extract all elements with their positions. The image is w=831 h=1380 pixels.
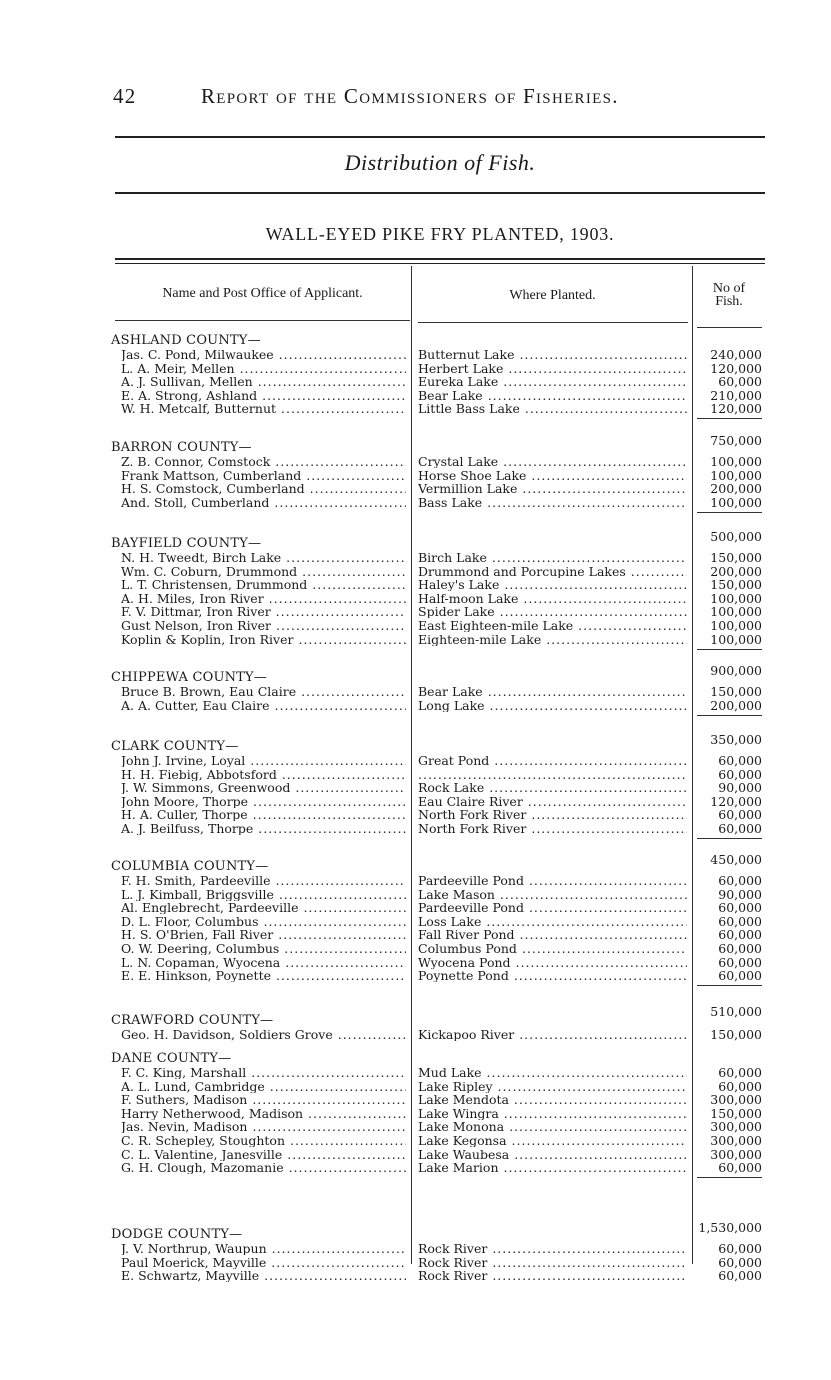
place-cell: Rock River ..... bbox=[418, 1269, 687, 1282]
applicant-cell: N. H. Tweedt, Birch Lake ..... bbox=[121, 551, 406, 564]
table-row bbox=[0, 455, 831, 468]
fish-count-cell: 200,000 bbox=[710, 697, 762, 713]
fish-count-cell: 100,000 bbox=[710, 590, 762, 606]
fish-count-cell: 150,000 bbox=[710, 550, 762, 565]
subtotal-rule bbox=[697, 715, 762, 716]
place-cell: Fall River Pond ..... bbox=[418, 928, 687, 941]
column-header-count bbox=[694, 282, 764, 308]
applicant-cell: J. W. Simmons, Greenwood ..... bbox=[121, 781, 406, 794]
running-title: Report of the Commissioners of Fisheries. bbox=[201, 84, 619, 108]
applicant-cell: H. S. Comstock, Cumberland ..... bbox=[121, 482, 406, 495]
table-top-rule bbox=[115, 258, 765, 260]
place-cell: Rock River ..... bbox=[418, 1256, 687, 1269]
fish-count-cell: 60,000 bbox=[718, 954, 762, 970]
table-row bbox=[0, 781, 831, 794]
fish-count-cell: 60,000 bbox=[718, 1160, 762, 1176]
place-cell: Lake Mendota ..... bbox=[418, 1093, 687, 1106]
fish-count-cell: 120,000 bbox=[710, 401, 762, 417]
fish-count-cell: 120,000 bbox=[710, 793, 762, 809]
fish-count-cell: 60,000 bbox=[718, 374, 762, 390]
fish-count-cell: 60,000 bbox=[718, 807, 762, 823]
fish-count-cell: 90,000 bbox=[718, 886, 762, 902]
header-underline-count bbox=[697, 327, 762, 328]
table-row bbox=[0, 1093, 831, 1106]
place-cell: Rock River ..... bbox=[418, 1242, 687, 1255]
table-row bbox=[0, 915, 831, 928]
table-top-rule-thin bbox=[115, 263, 765, 264]
fish-count-cell: 300,000 bbox=[710, 1133, 762, 1148]
subtotal-rule bbox=[697, 1177, 762, 1178]
fish-count-cell: 100,000 bbox=[710, 454, 762, 469]
subtotal-rule bbox=[697, 985, 762, 986]
county-heading: BAYFIELD COUNTY— bbox=[111, 536, 262, 551]
applicant-cell: A. J. Beilfuss, Thorpe ..... bbox=[121, 822, 406, 835]
table-row bbox=[0, 469, 831, 482]
fish-count-cell: 200,000 bbox=[710, 481, 762, 497]
place-cell: Wyocena Pond ..... bbox=[418, 956, 687, 969]
place-cell: Loss Lake ..... bbox=[418, 915, 687, 928]
applicant-cell: C. R. Schepley, Stoughton ..... bbox=[121, 1134, 406, 1147]
place-cell: Little Bass Lake ..... bbox=[418, 402, 687, 415]
applicant-cell: O. W. Deering, Columbus ..... bbox=[121, 942, 406, 955]
fish-count-cell: 60,000 bbox=[718, 766, 762, 782]
county-heading: BARRON COUNTY— bbox=[111, 440, 252, 455]
applicant-cell: E. E. Hinkson, Poynette ..... bbox=[121, 969, 406, 982]
place-cell: Horse Shoe Lake ..... bbox=[418, 469, 687, 482]
table-row bbox=[0, 901, 831, 914]
fish-count-cell: 210,000 bbox=[710, 387, 762, 403]
applicant-cell: L. N. Copaman, Wyocena ..... bbox=[121, 956, 406, 969]
applicant-cell: D. L. Floor, Columbus ..... bbox=[121, 915, 406, 928]
place-cell: Bear Lake ..... bbox=[418, 685, 687, 698]
table-row bbox=[0, 942, 831, 955]
applicant-cell: F. H. Smith, Pardeeville ..... bbox=[121, 874, 406, 887]
table-row bbox=[0, 754, 831, 767]
place-cell: Eureka Lake ..... bbox=[418, 375, 687, 388]
page-number: 42 bbox=[113, 84, 137, 108]
subtotal-rule bbox=[697, 838, 762, 839]
fish-count-cell: 60,000 bbox=[718, 1254, 762, 1270]
table-row bbox=[0, 1242, 831, 1255]
fish-count-cell: 240,000 bbox=[710, 347, 762, 362]
table-row bbox=[0, 822, 831, 835]
place-cell: Lake Marion ..... bbox=[418, 1161, 687, 1174]
applicant-cell: G. H. Clough, Mazomanie ..... bbox=[121, 1161, 406, 1174]
fish-count-cell: 200,000 bbox=[710, 563, 762, 579]
fish-count-cell: 300,000 bbox=[710, 1092, 762, 1108]
header-underline-place bbox=[418, 322, 688, 323]
fish-count-cell: 60,000 bbox=[718, 1078, 762, 1094]
fish-count-cell: 300,000 bbox=[710, 1119, 762, 1135]
section-title: Distribution of Fish. bbox=[344, 150, 536, 175]
table-row bbox=[0, 888, 831, 901]
fish-count-cell: 60,000 bbox=[718, 900, 762, 916]
place-cell: Vermillion Lake ..... bbox=[418, 482, 687, 495]
place-cell bbox=[418, 768, 687, 781]
table-row bbox=[0, 956, 831, 969]
table-row bbox=[0, 633, 831, 646]
table-row bbox=[0, 1256, 831, 1269]
table-row bbox=[0, 348, 831, 361]
applicant-cell: A. H. Miles, Iron River ..... bbox=[121, 592, 406, 605]
applicant-cell: Jas. Nevin, Madison ..... bbox=[121, 1120, 406, 1133]
applicant-cell: J. V. Northrup, Waupun ..... bbox=[121, 1242, 406, 1255]
place-cell: Rock Lake ..... bbox=[418, 781, 687, 794]
fish-count-cell: 60,000 bbox=[718, 753, 762, 768]
applicant-cell: Wm. C. Coburn, Drummond ..... bbox=[121, 565, 406, 578]
applicant-cell: Paul Moerick, Mayville ..... bbox=[121, 1256, 406, 1269]
table-row bbox=[0, 874, 831, 887]
fish-count-cell: 100,000 bbox=[710, 618, 762, 633]
fish-count-cell: 90,000 bbox=[718, 780, 762, 796]
applicant-cell: E. A. Strong, Ashland ..... bbox=[121, 389, 406, 402]
fish-count-cell: 150,000 bbox=[710, 684, 762, 699]
table-row bbox=[0, 1269, 831, 1282]
table-row bbox=[0, 795, 831, 808]
fish-count-cell: 60,000 bbox=[718, 968, 762, 984]
table-row bbox=[0, 969, 831, 982]
county-total: 900,000 bbox=[710, 663, 762, 678]
applicant-cell: And. Stoll, Cumberland ..... bbox=[121, 496, 406, 509]
place-cell: East Eighteen-mile Lake ..... bbox=[418, 619, 687, 632]
fish-count-cell: 150,000 bbox=[710, 1027, 762, 1042]
place-cell: Poynette Pond ..... bbox=[418, 969, 687, 982]
fish-count-cell: 300,000 bbox=[710, 1146, 762, 1162]
applicant-cell: F. V. Dittmar, Iron River ..... bbox=[121, 605, 406, 618]
fish-count-cell: 100,000 bbox=[710, 604, 762, 620]
table-row bbox=[0, 1161, 831, 1174]
county-heading: ASHLAND COUNTY— bbox=[111, 333, 261, 348]
fish-count-cell: 60,000 bbox=[718, 1268, 762, 1284]
table-row bbox=[0, 482, 831, 495]
table-row bbox=[0, 375, 831, 388]
table-row bbox=[0, 699, 831, 712]
place-cell: Lake Wingra ..... bbox=[418, 1107, 687, 1120]
table-row bbox=[0, 1120, 831, 1133]
table-row bbox=[0, 496, 831, 509]
place-cell: Eighteen-mile Lake ..... bbox=[418, 633, 687, 646]
applicant-cell: H. A. Culler, Thorpe ..... bbox=[121, 808, 406, 821]
place-cell: Half-moon Lake ..... bbox=[418, 592, 687, 605]
place-cell: Crystal Lake ..... bbox=[418, 455, 687, 468]
place-cell: Birch Lake ..... bbox=[418, 551, 687, 564]
place-cell: Herbert Lake ..... bbox=[418, 362, 687, 375]
applicant-cell: Bruce B. Brown, Eau Claire ..... bbox=[121, 685, 406, 698]
applicant-cell: Jas. C. Pond, Milwaukee ..... bbox=[121, 348, 406, 361]
county-total: 500,000 bbox=[710, 529, 762, 544]
table-title: WALL-EYED PIKE FRY PLANTED, 1903. bbox=[265, 224, 615, 244]
applicant-cell: H. S. O'Brien, Fall River ..... bbox=[121, 928, 406, 941]
table-row bbox=[0, 551, 831, 564]
column-header-count-line2: Fish. bbox=[715, 294, 743, 309]
applicant-cell: L. T. Christensen, Drummond ..... bbox=[121, 578, 406, 591]
applicant-cell: F. Suthers, Madison ..... bbox=[121, 1093, 406, 1106]
applicant-cell: H. H. Fiebig, Abbotsford ..... bbox=[121, 768, 406, 781]
header-rule bbox=[115, 136, 765, 138]
applicant-cell: L. A. Meir, Mellen ..... bbox=[121, 362, 406, 375]
place-cell: Lake Ripley ..... bbox=[418, 1080, 687, 1093]
place-cell: Lake Monona ..... bbox=[418, 1120, 687, 1133]
applicant-cell: Frank Mattson, Cumberland ..... bbox=[121, 469, 406, 482]
place-cell: North Fork River ..... bbox=[418, 822, 687, 835]
applicant-cell: W. H. Metcalf, Butternut ..... bbox=[121, 402, 406, 415]
column-header-count-line1: No of bbox=[712, 281, 746, 296]
applicant-cell: A. J. Sullivan, Mellen ..... bbox=[121, 375, 406, 388]
place-cell: Haley's Lake ..... bbox=[418, 578, 687, 591]
county-heading: CLARK COUNTY— bbox=[111, 739, 239, 754]
county-total: 350,000 bbox=[710, 732, 762, 747]
place-cell: Butternut Lake ..... bbox=[418, 348, 687, 361]
applicant-cell: Z. B. Connor, Comstock ..... bbox=[121, 455, 406, 468]
header-underline-applicant bbox=[115, 320, 410, 321]
fish-count-cell: 150,000 bbox=[710, 577, 762, 593]
table-row bbox=[0, 389, 831, 402]
place-cell: Pardeeville Pond ..... bbox=[418, 901, 687, 914]
column-header-place: Where Planted. bbox=[509, 288, 596, 303]
fish-count-cell: 60,000 bbox=[718, 913, 762, 929]
column-header-applicant: Name and Post Office of Applicant. bbox=[162, 286, 363, 301]
county-total: 750,000 bbox=[710, 433, 762, 448]
county-heading: COLUMBIA COUNTY— bbox=[111, 859, 269, 874]
table-row bbox=[0, 1028, 831, 1041]
applicant-cell: John J. Irvine, Loyal ..... bbox=[121, 754, 406, 767]
county-total: 510,000 bbox=[710, 1004, 762, 1019]
place-cell: Lake Kegonsa ..... bbox=[418, 1134, 687, 1147]
county-heading: CRAWFORD COUNTY— bbox=[111, 1013, 274, 1028]
fish-count-cell: 100,000 bbox=[710, 467, 762, 483]
applicant-cell: F. C. King, Marshall ..... bbox=[121, 1066, 406, 1079]
fish-count-cell: 120,000 bbox=[710, 360, 762, 376]
table-row bbox=[0, 402, 831, 415]
table-row bbox=[0, 928, 831, 941]
table-row bbox=[0, 1107, 831, 1120]
table-row bbox=[0, 619, 831, 632]
fish-count-cell: 60,000 bbox=[718, 927, 762, 943]
table-row bbox=[0, 578, 831, 591]
place-cell: Bass Lake ..... bbox=[418, 496, 687, 509]
table-row bbox=[0, 362, 831, 375]
subtotal-rule bbox=[697, 418, 762, 419]
table-row bbox=[0, 768, 831, 781]
place-cell: Drummond and Porcupine Lakes ..... bbox=[418, 565, 687, 578]
fish-count-cell: 60,000 bbox=[718, 1241, 762, 1256]
table-row bbox=[0, 605, 831, 618]
applicant-cell: Geo. H. Davidson, Soldiers Grove ..... bbox=[121, 1028, 406, 1041]
place-cell: Eau Claire River ..... bbox=[418, 795, 687, 808]
fish-count-cell: 60,000 bbox=[718, 873, 762, 888]
table-row bbox=[0, 1148, 831, 1161]
table-row bbox=[0, 1066, 831, 1079]
applicant-cell: A. L. Lund, Cambridge ..... bbox=[121, 1080, 406, 1093]
applicant-cell: E. Schwartz, Mayville ..... bbox=[121, 1269, 406, 1282]
place-cell: Mud Lake ..... bbox=[418, 1066, 687, 1079]
place-cell: Kickapoo River ..... bbox=[418, 1028, 687, 1041]
place-cell: Columbus Pond ..... bbox=[418, 942, 687, 955]
applicant-cell: Koplin & Koplin, Iron River ..... bbox=[121, 633, 406, 646]
applicant-cell: L. J. Kimball, Briggsville ..... bbox=[121, 888, 406, 901]
table-row bbox=[0, 565, 831, 578]
place-cell: Pardeeville Pond ..... bbox=[418, 874, 687, 887]
county-total: 1,530,000 bbox=[698, 1220, 762, 1235]
applicant-cell: A. A. Cutter, Eau Claire ..... bbox=[121, 699, 406, 712]
place-cell: Lake Waubesa ..... bbox=[418, 1148, 687, 1161]
fish-count-cell: 60,000 bbox=[718, 1065, 762, 1080]
fish-count-cell: 60,000 bbox=[718, 821, 762, 836]
subtotal-rule bbox=[697, 512, 762, 513]
table-row bbox=[0, 1080, 831, 1093]
place-cell: North Fork River ..... bbox=[418, 808, 687, 821]
place-cell: Lake Mason ..... bbox=[418, 888, 687, 901]
place-cell: Bear Lake ..... bbox=[418, 389, 687, 402]
table-row bbox=[0, 1134, 831, 1147]
section-rule bbox=[115, 192, 765, 194]
page-header bbox=[113, 84, 763, 116]
place-cell: Great Pond ..... bbox=[418, 754, 687, 767]
table-row bbox=[0, 592, 831, 605]
place-cell: Long Lake ..... bbox=[418, 699, 687, 712]
applicant-cell: Harry Netherwood, Madison ..... bbox=[121, 1107, 406, 1120]
county-heading: CHIPPEWA COUNTY— bbox=[111, 670, 268, 685]
applicant-cell: C. L. Valentine, Janesville ..... bbox=[121, 1148, 406, 1161]
subtotal-rule bbox=[697, 649, 762, 650]
fish-count-cell: 100,000 bbox=[710, 494, 762, 510]
applicant-cell: John Moore, Thorpe ..... bbox=[121, 795, 406, 808]
place-cell: Spider Lake ..... bbox=[418, 605, 687, 618]
applicant-cell: Gust Nelson, Iron River ..... bbox=[121, 619, 406, 632]
county-heading: DODGE COUNTY— bbox=[111, 1227, 243, 1242]
table-row bbox=[0, 808, 831, 821]
county-heading: DANE COUNTY— bbox=[111, 1051, 232, 1066]
fish-count-cell: 100,000 bbox=[710, 631, 762, 647]
table-row bbox=[0, 685, 831, 698]
fish-count-cell: 60,000 bbox=[718, 941, 762, 956]
fish-count-cell: 150,000 bbox=[710, 1105, 762, 1121]
county-total: 450,000 bbox=[710, 852, 762, 867]
applicant-cell: Al. Englebrecht, Pardeeville ..... bbox=[121, 901, 406, 914]
